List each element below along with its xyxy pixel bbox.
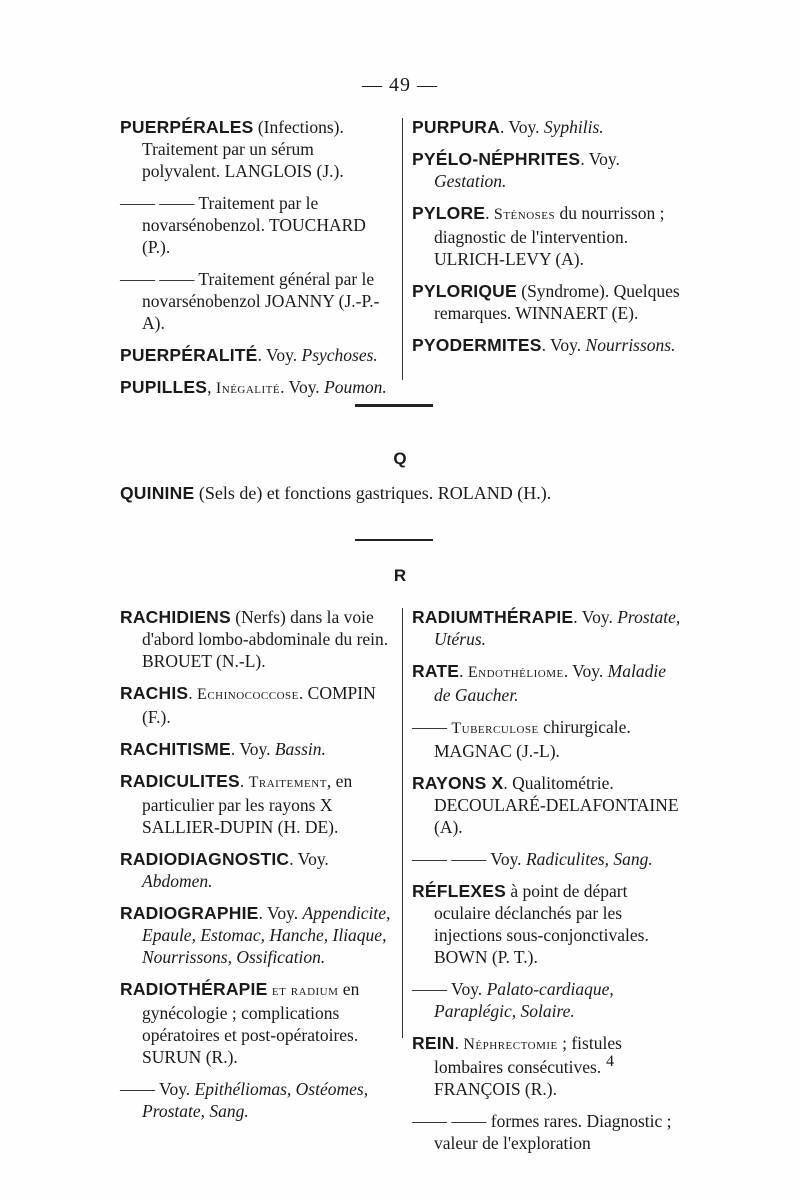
entry-text: . Voy. — [499, 117, 544, 137]
entry-text: . Voy. — [580, 149, 620, 169]
entry-text: —— —— formes rares. Diagnostic ; valeur de l'exploration — [412, 1111, 672, 1153]
entry-text: , en particulier par les rayons X SALLIER-DUPIN (H. DE). — [142, 771, 353, 837]
entry-text: ; fistules lombaires consécutives. FRANÇOIS (R.). — [434, 1033, 622, 1099]
sub-entry — [412, 848, 684, 870]
headword: RACHIS — [120, 683, 189, 703]
sub-entry — [120, 192, 396, 258]
index-entry — [412, 148, 684, 192]
index-entry — [120, 344, 396, 366]
headword: RADIOGRAPHIE — [120, 903, 259, 923]
headword: RADIOTHÉRAPIE — [120, 979, 268, 999]
index-entry — [412, 772, 684, 838]
headword: PYODERMITES — [412, 335, 542, 355]
section-letter-q: Q — [393, 449, 407, 468]
index-entry — [120, 376, 396, 400]
headword: QUININE — [120, 483, 195, 503]
index-entry — [412, 606, 684, 650]
headword: RAYONS X — [412, 773, 504, 793]
subheading: Traitement — [248, 774, 327, 791]
signature-mark: 4 — [606, 1053, 614, 1070]
headword: PYLORIQUE — [412, 281, 517, 301]
entry-text: —— Voy. — [412, 979, 487, 999]
headword: PUERPÉRALITÉ — [120, 345, 258, 365]
cross-reference: Palato-cardiaque, Paraplégic, Solaire. — [434, 979, 614, 1021]
cross-reference: Appendicite, Epaule, Estomac, Hanche, Iliaque, Nourrissons, Ossification. — [142, 903, 391, 967]
index-entry — [120, 682, 396, 728]
index-entry — [120, 902, 396, 968]
headword: RADIUMTHÉRAPIE — [412, 607, 574, 627]
index-entry — [120, 848, 396, 892]
sub-entry — [412, 978, 684, 1022]
subheading: Sténoses — [493, 206, 556, 223]
section-letter-r: R — [393, 566, 407, 585]
column-right-p — [412, 116, 684, 366]
entry-text: . Voy. — [280, 377, 325, 397]
entry-text: . Voy. — [541, 335, 586, 355]
cross-reference: Maladie de Gaucher. — [434, 661, 666, 705]
index-entry — [120, 738, 396, 760]
sub-entry — [120, 268, 396, 334]
entry-text: . — [459, 661, 468, 681]
column-divider — [402, 608, 403, 1038]
entry-text: à point de départ oculaire déclanchés par les injections sous-conjonctivales. BOWN (P. T.). — [434, 881, 649, 967]
sub-entry — [120, 1078, 396, 1122]
entry-text: , — [207, 377, 216, 397]
headword: RADICULITES — [120, 771, 240, 791]
entry-quinine — [120, 483, 720, 504]
cross-reference: Gestation. — [434, 171, 507, 191]
entry-text: . Voy. — [289, 849, 329, 869]
headword: RACHITISME — [120, 739, 231, 759]
entry-text: (Sels de) et fonctions gastriques. ROLAND (H.). — [194, 483, 552, 503]
index-entry — [412, 334, 684, 356]
entry-text: —— — [412, 717, 452, 737]
entry-text: du nourrisson ; diagnostic de l'intervention. ULRICH-LEVY (A). — [434, 203, 665, 269]
index-entry — [412, 202, 684, 270]
headword: RACHIDIENS — [120, 607, 231, 627]
subheading: Inégalité — [215, 380, 281, 397]
headword: PUERPÉRALES — [120, 117, 254, 137]
entry-text: en gynécologie ; complications opératoires et post-opératoires. SURUN (R.). — [142, 979, 360, 1067]
headword: PURPURA — [412, 117, 500, 137]
cross-reference: Prostate, Utérus. — [434, 607, 681, 649]
index-entry — [412, 660, 684, 706]
entry-text: . Voy. — [230, 739, 275, 759]
subheading: Endothéliome — [467, 664, 564, 681]
entry-text: . — [239, 771, 249, 791]
section-rule — [355, 539, 433, 541]
index-entry — [120, 606, 396, 672]
cross-reference: Epithéliomas, Ostéomes, Prostate, Sang. — [142, 1079, 369, 1121]
cross-reference: Syphilis. — [543, 117, 604, 137]
subheading: Echinococcose — [197, 686, 299, 703]
headword: REIN — [412, 1033, 455, 1053]
index-entry — [412, 1032, 684, 1100]
entry-text: . Voy. — [563, 661, 608, 681]
index-entry — [120, 770, 396, 838]
cross-reference: Poumon. — [324, 377, 387, 397]
cross-reference: Bassin. — [274, 739, 326, 759]
cross-reference: Nourrissons. — [585, 335, 676, 355]
entry-text: . Voy. — [573, 607, 618, 627]
entry-text: . Voy. — [258, 903, 303, 923]
index-entry — [412, 280, 684, 324]
index-entry — [412, 880, 684, 968]
entry-text: —— —— Voy. — [412, 849, 526, 869]
sub-entry — [412, 716, 684, 762]
column-left-p — [120, 116, 396, 410]
entry-text: . Qualitométrie. DECOULARÉ-DELAFONTAINE (A). — [434, 773, 679, 837]
entry-text: —— —— Traitement par le novarsénobenzol. TOUCHARD (P.). — [120, 193, 366, 257]
column-divider — [402, 118, 403, 380]
index-entry — [120, 978, 396, 1068]
headword: PYÉLO-NÉPHRITES — [412, 149, 581, 169]
entry-text: . — [454, 1033, 464, 1053]
index-entry — [412, 116, 684, 138]
sub-entry — [412, 1110, 684, 1154]
entry-text: (Nerfs) dans la voie d'abord lombo-abdominale du rein. BROUET (N.-L). — [142, 607, 389, 671]
headword: RADIODIAGNOSTIC — [120, 849, 290, 869]
headword: RATE — [412, 661, 460, 681]
entry-text: —— —— Traitement général par le novarsénobenzol JOANNY (J.-P.-A). — [120, 269, 380, 333]
cross-reference: Psychoses. — [301, 345, 378, 365]
entry-text: (Infections). Traitement par un sérum polyvalent. LANGLOIS (J.). — [142, 117, 344, 181]
column-right-r — [412, 606, 684, 1164]
cross-reference: Abdomen. — [142, 871, 213, 891]
headword: PYLORE — [412, 203, 486, 223]
subheading: et radium — [271, 982, 339, 999]
subheading: Néphrectomie — [463, 1036, 558, 1053]
page-number: — 49 — — [362, 74, 438, 96]
entry-text: . COMPIN (F.). — [142, 683, 376, 727]
index-entry — [120, 116, 396, 182]
entry-text: . Voy. — [257, 345, 302, 365]
entry-text: chirurgicale. MAGNAC (J.-L). — [434, 717, 631, 761]
subheading: Tuberculose — [451, 720, 539, 737]
headword: RÉFLEXES — [412, 881, 506, 901]
section-rule — [355, 404, 433, 407]
entry-text: . — [485, 203, 494, 223]
entry-text: . — [188, 683, 198, 703]
cross-reference: Radiculites, Sang. — [525, 849, 653, 869]
entry-text: —— Voy. — [120, 1079, 195, 1099]
column-left-r — [120, 606, 396, 1132]
headword: PUPILLES — [120, 377, 208, 397]
entry-text: (Syndrome). Quelques remarques. WINNAERT (E). — [434, 281, 680, 323]
